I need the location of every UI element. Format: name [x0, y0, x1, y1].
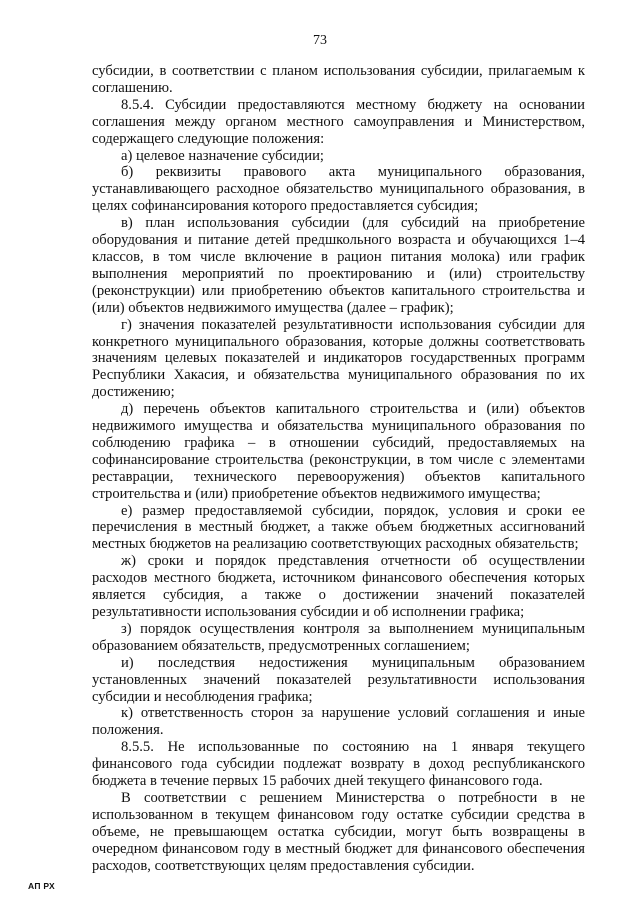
list-item-e: е) размер предоставляемой субсидии, порядок, условия и сроки ее перечисления в местный бюджет, а также объем бюджетных ассигнований местных бюджетов на реализацию соответствующих расходных обязательств;: [92, 502, 585, 553]
list-item-i: и) последствия недостижения муниципальным образованием установленных значений показателей результативности использования субсидии и несоблюдения графика;: [92, 654, 585, 705]
list-item-a: а) целевое назначение субсидии;: [121, 147, 324, 164]
list-item-b: б) реквизиты правового акта муниципального образования, устанавливающего расходное обязательство муниципального образования, в целях софинансирования которого предоставляется субсидия;: [92, 164, 585, 215]
list-item-v: в) план использования субсидии (для субсидий на приобретение оборудования и питание детей предшкольного возраста и обучающихся 1–4 классов, в том числе включение в рацион питания молока) или график выполнения мероприятий по проектированию и (или) строительству (реконструкции) или приобретению объектов капитального строительства и (или) объектов недвижимого имущества (далее – график);: [92, 215, 585, 316]
paragraph-8-5-4: 8.5.4. Субсидии предоставляются местному бюджету на основании соглашения между органом местного самоуправления и Министерством, содержащего следующие положения:: [92, 96, 585, 147]
list-item-g: г) значения показателей результативности использования субсидии для конкретного муниципального образования, которые должны соответствовать значениям целевых показателей и индикаторов государственных программ Республики Хакасия, и обязательства муниципального образования по их достижению;: [92, 316, 585, 401]
list-item-zh: ж) сроки и порядок представления отчетности об осуществлении расходов местного бюджета, источником финансового обеспечения которых является субсидия, а также о достижении значений показателей результативности использования субсидии и об исполнении графика;: [92, 553, 585, 620]
paragraph-continuation: субсидии, в соответствии с планом использования субсидии, прилагаемым к соглашению.: [92, 63, 585, 96]
footer-stamp: АП РХ: [28, 881, 56, 891]
list-item-d: д) перечень объектов капитального строительства и (или) объектов недвижимого имущества и обязательства муниципального образования по соблюдению графика – в отношении субсидий, предоставляемых на софинансирование строительства (реконструкции, в том числе с элементами реставрации, технического перевооружения) объектов капитального строительства и (или) приобретение объектов недвижимого имущества;: [92, 401, 585, 502]
paragraph-8-5-5: 8.5.5. Не использованные по состоянию на 1 января текущего финансового года субсидии подлежат возврату в доход республиканского бюджета в течение первых 15 рабочих дней текущего финансового года.: [92, 739, 585, 790]
list-item-k: к) ответственность сторон за нарушение условий соглашения и иные положения.: [92, 705, 585, 739]
list-item-z: з) порядок осуществления контроля за выполнением муниципальным образованием обязательств, предусмотренных соглашением;: [92, 620, 585, 654]
page-number: 73: [313, 33, 327, 48]
paragraph-return-decision: В соответствии с решением Министерства о потребности в не использованном в текущем финансовом году остатке субсидии средства в объеме, не превышающем остатка субсидии, могут быть возвращены в очередном финансовом году в местный бюджет для финансового обеспечения расходов, соответствующих целям предоставления субсидии.: [92, 789, 585, 874]
document-body: [92, 63, 585, 875]
